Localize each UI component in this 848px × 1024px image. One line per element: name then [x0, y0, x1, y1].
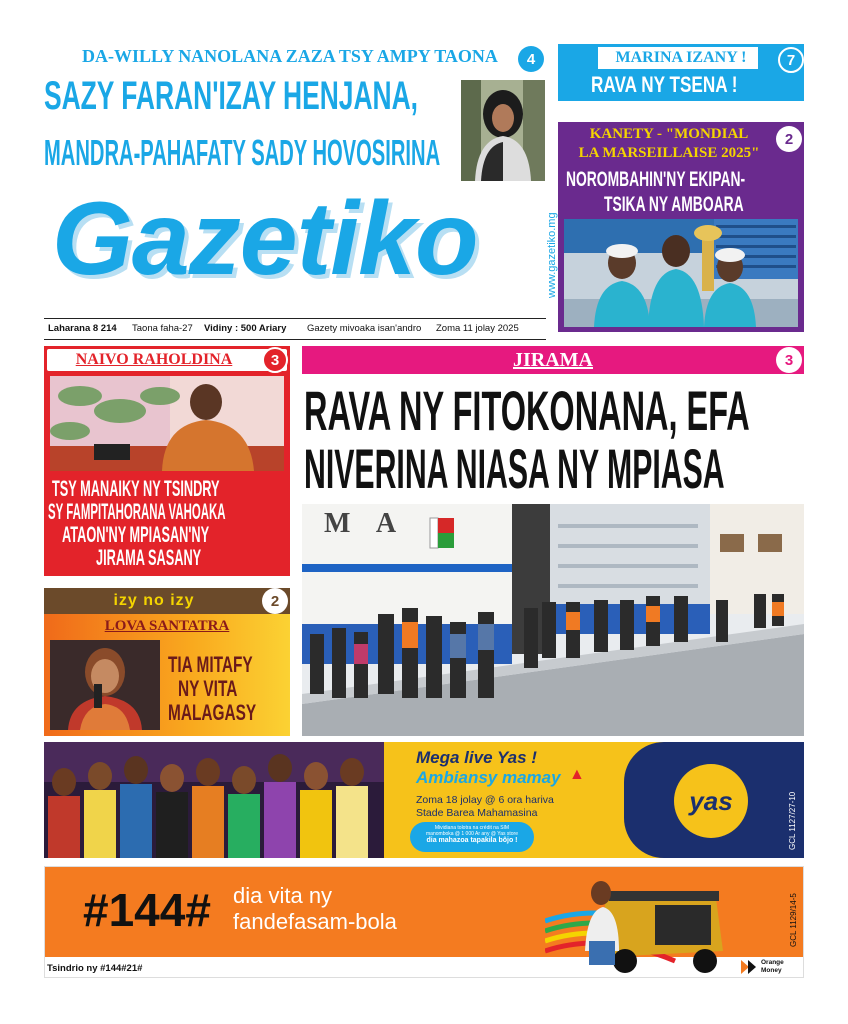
top-story[interactable] — [44, 44, 550, 184]
orange-money-logo — [741, 960, 757, 974]
page-badge: 3 — [262, 347, 288, 373]
box-naivo[interactable] — [44, 346, 290, 576]
ad-yas-title: Mega live Yas ! — [416, 748, 537, 767]
box-kanety[interactable] — [558, 122, 804, 332]
ad-orange-text-2: fandefasam-bola — [233, 909, 397, 934]
ad-yas-code: GCL 1127/27-10 — [788, 791, 797, 850]
ad-yas-venue: Stade Barea Mahamasina — [416, 807, 538, 819]
masthead[interactable] — [44, 181, 558, 312]
info-bar — [44, 318, 546, 340]
box-izy-photo — [50, 640, 160, 730]
top-story-kicker: DA-WILLY NANOLANA ZAZA TSY AMPY TAONA — [82, 46, 498, 66]
fire-icon: ▲ — [569, 766, 585, 783]
ad-yas[interactable] — [44, 742, 804, 858]
ad-yas-pill-line-3: dia mahazoa tapakila bôjo ! — [426, 837, 518, 844]
ad-orange[interactable] — [44, 866, 804, 978]
ad-orange-text-1: dia vita ny — [233, 883, 333, 908]
main-story-headline-2: NIVERINA NIASA NY MPIASA — [304, 437, 725, 500]
box-marina-text: RAVA NY TSENA ! — [591, 72, 738, 97]
box-naivo-text-4: JIRAMA SASANY — [96, 545, 202, 570]
ad-orange-footer: Tsindrio ny #144#21# — [47, 963, 143, 974]
main-story-kicker: JIRAMA — [513, 349, 593, 371]
box-izy-name: LOVA SANTATRA — [104, 618, 230, 634]
price: Vidiny : 500 Ariary — [204, 323, 287, 334]
ad-orange-tuktuk-photo — [545, 871, 735, 977]
box-izy-kicker: izy no izy — [113, 592, 195, 609]
box-marina[interactable] — [558, 44, 804, 101]
ad-yas-logo — [674, 764, 748, 838]
frequency: Gazety mivoaka isan'andro — [307, 323, 422, 334]
box-izy[interactable] — [44, 588, 290, 736]
box-kanety-text-2: TSIKA NY AMBOARA — [604, 193, 744, 216]
box-naivo-text-1: TSY MANAIKY NY TSINDRY — [52, 476, 220, 501]
box-marina-kicker: MARINA IZANY ! — [615, 49, 747, 66]
box-naivo-photo — [50, 376, 284, 471]
issue-number: Laharana 8 214 — [48, 323, 117, 334]
masthead-logo: Gazetiko — [52, 181, 478, 297]
box-naivo-kicker: NAIVO RAHOLDINA — [75, 351, 233, 368]
box-izy-text-1: TIA MITAFY — [168, 652, 253, 677]
page-badge: 2 — [776, 126, 802, 152]
ad-yas-pill — [410, 822, 534, 852]
ad-yas-subtitle: Ambiansy mamay — [416, 768, 561, 787]
box-izy-text-3: MALAGASY — [168, 700, 257, 725]
ad-orange-gcl: GCL 1129/14-5 — [789, 893, 798, 947]
top-story-photo — [461, 80, 545, 181]
ad-orange-code: #144# — [83, 884, 211, 936]
main-story-photo — [302, 504, 804, 736]
ad-yas-brand: yas — [689, 785, 733, 816]
ad-orange-brand-1: Orange — [761, 959, 784, 966]
box-kanety-kicker-1: KANETY - "MONDIAL — [589, 126, 749, 142]
year: Taona faha-27 — [132, 323, 193, 334]
box-izy-text-2: NY VITA — [178, 676, 238, 701]
box-naivo-text-3: ATAON'NY MPIASAN'NY — [62, 522, 210, 547]
wall-letters: M A — [324, 508, 407, 539]
main-story-headline-1: RAVA NY FITOKONANA, EFA — [304, 379, 750, 442]
box-naivo-text-2: SY FAMPITAHORANA VAHOAKA — [48, 499, 226, 524]
ad-yas-pill-line-1: Mividiana tolotra na crédit na SIM — [434, 825, 510, 831]
page-badge: 7 — [778, 47, 804, 73]
top-story-headline-2: MANDRA-PAHAFATY SADY HOVOSIRINA — [44, 132, 441, 173]
page-badge: 4 — [518, 46, 544, 72]
box-kanety-text-1: NOROMBAHIN'NY EKIPAN- — [566, 168, 746, 191]
masthead-url[interactable]: www.gazetiko.mg — [546, 212, 558, 298]
ad-yas-date: Zoma 18 jolay @ 6 ora hariva — [416, 794, 554, 806]
page-badge: 3 — [776, 347, 802, 373]
top-story-headline-1: SAZY FARAN'IZAY HENJANA, — [44, 74, 419, 118]
ad-orange-brand-2: Money — [761, 967, 782, 974]
box-kanety-photo — [564, 219, 798, 327]
ad-yas-pill-line-2: manomboka @ 1 000 Ar any @ Yas store — [426, 831, 518, 837]
ad-yas-artists-photo — [44, 742, 384, 858]
box-kanety-kicker-2: LA MARSEILLAISE 2025" — [578, 145, 760, 161]
date: Zoma 11 jolay 2025 — [436, 323, 519, 334]
main-story[interactable] — [302, 346, 804, 736]
page-badge: 2 — [262, 588, 288, 614]
